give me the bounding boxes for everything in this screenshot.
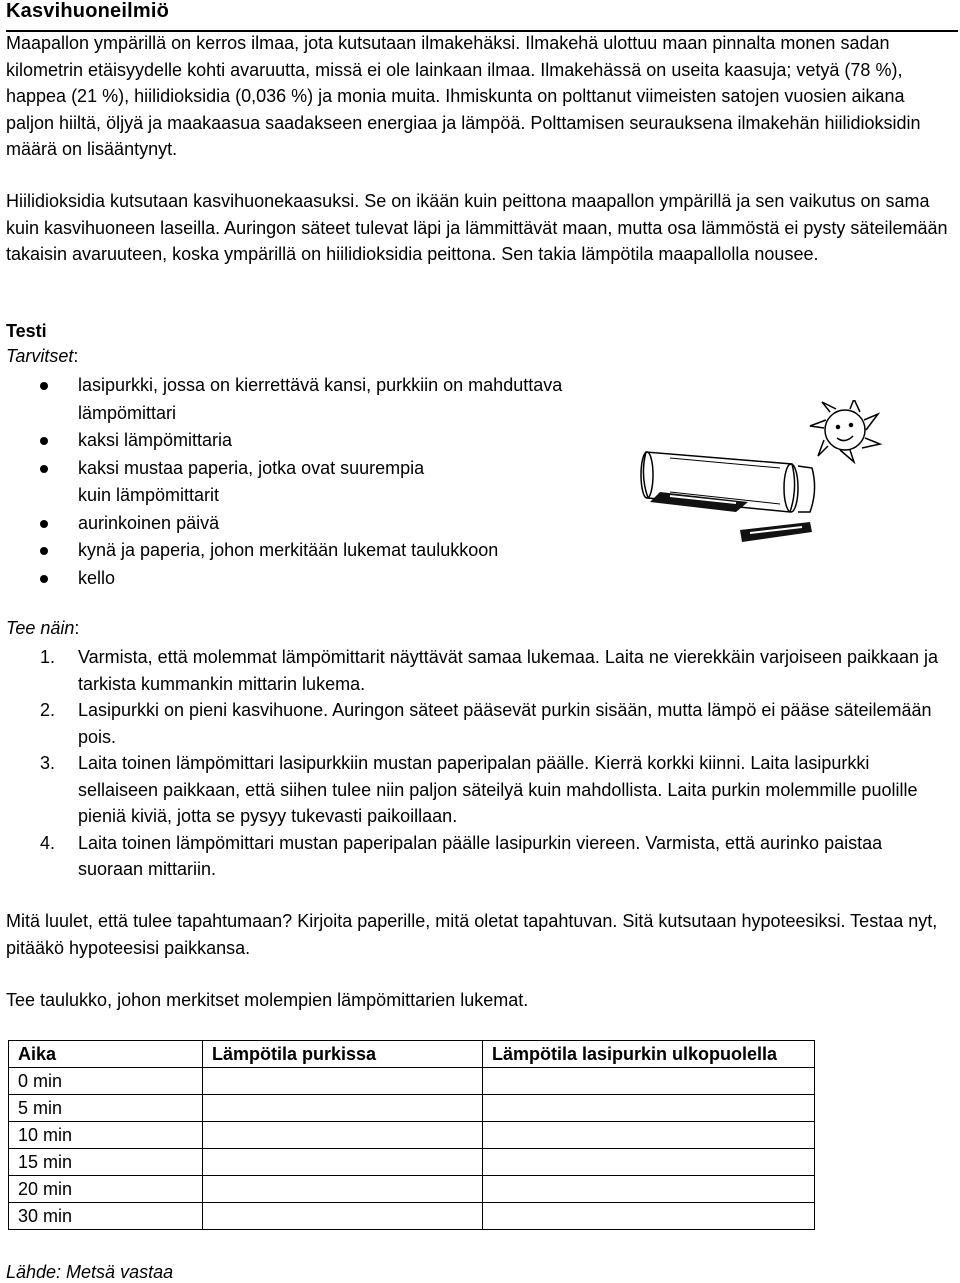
table-header-row [9, 1041, 815, 1068]
empty-cell [203, 1203, 483, 1230]
page-title: Kasvihuoneilmiö [6, 0, 170, 22]
title-bar [6, 0, 958, 32]
steps-label: Tee näin: [6, 618, 80, 638]
list-item: aurinkoinen päivä [0, 510, 620, 538]
table-row [9, 1203, 815, 1230]
list-item: kynä ja paperia, johon merkitään lukemat taulukkoon [0, 537, 620, 565]
empty-cell [203, 1095, 483, 1122]
materials-list [0, 372, 620, 592]
list-item: kaksi lämpömittaria [0, 427, 620, 455]
empty-cell [203, 1176, 483, 1203]
empty-cell [483, 1203, 815, 1230]
table-instruction: Tee taulukko, johon merkitset molempien lämpömittarien lukemat. [6, 990, 529, 1010]
test-heading: Testi [6, 321, 47, 341]
bullet-icon [40, 520, 48, 528]
time-cell: 0 min [9, 1068, 203, 1095]
table-row [9, 1176, 815, 1203]
outside-thermometer-icon [740, 522, 812, 542]
intro-paragraph: Maapallon ympärillä on kerros ilmaa, jota kutsutaan ilmakehäksi. Ilmakehä ulottuu maan pinnalta monen sadan kilometrin etäisyydelle kohti avaruutta, missä ei ole lainkaan ilmaa. Ilmakehässä on useita kaasuja; vetyä (78 %), happea (21 %), hiilidioksidia (0,036 %) ja monia muita. Ihmiskunta on polttanut viimeisten satojen vuosien aikana paljon hiiltä, öljyä ja maakaasua saadakseen energiaa ja lämpöä. Polttamisen seurauksena ilmakehän hiilidioksidin määrä on lisääntynyt. [6, 33, 921, 159]
column-header-inside-jar: Lämpötila purkissa [203, 1041, 483, 1068]
table-row [9, 1095, 815, 1122]
hypothesis-paragraph: Mitä luulet, että tulee tapahtumaan? Kirjoita paperille, mitä oletat tapahtuvan. Sitä kutsutaan hypoteesiksi. Testaa nyt, pitääkö hypoteesisi paikkansa. [6, 911, 938, 958]
empty-cell [483, 1176, 815, 1203]
readings-table [8, 1040, 815, 1230]
table-row [9, 1122, 815, 1149]
list-item: 1. Varmista, että molemmat lämpömittarit näyttävät samaa lukemaa. Laita ne vierekkäin varjoiseen paikkaan ja tarkista kummankin mittarin lukema. [40, 647, 939, 694]
time-cell: 10 min [9, 1122, 203, 1149]
list-item: lasipurkki, jossa on kierrettävä kansi, purkkiin on mahduttava lämpömittari [0, 372, 620, 427]
column-header-time: Aika [9, 1041, 203, 1068]
jar-sun-illustration [640, 400, 890, 550]
table-row [9, 1068, 815, 1095]
empty-cell [483, 1122, 815, 1149]
empty-cell [203, 1149, 483, 1176]
empty-cell [483, 1149, 815, 1176]
column-header-outside-jar: Lämpötila lasipurkin ulkopuolella [483, 1041, 815, 1068]
empty-cell [203, 1122, 483, 1149]
list-item: 3. Laita toinen lämpömittari lasipurkkiin mustan paperipalan päälle. Kierrä korkki kiinni. Laita lasipurkki sellaiseen paikkaan, että siihen tulee niin paljon säteilyä kuin mahdollista. Laita purkin molemmille puolille pieniä kiviä, jotta se pysyy tukevasti paikoillaan. [40, 753, 918, 826]
list-item: kaksi mustaa paperia, jotka ovat suurempia kuin lämpömittarit [0, 455, 620, 510]
time-cell: 30 min [9, 1203, 203, 1230]
bullet-icon [40, 382, 48, 390]
source-citation: Lähde: Metsä vastaa [6, 1262, 174, 1282]
bullet-icon [40, 437, 48, 445]
list-item: 4. Laita toinen lämpömittari mustan paperipalan päälle lasipurkin viereen. Varmista, että aurinko paistaa suoraan mittariin. [40, 832, 883, 879]
empty-cell [203, 1068, 483, 1095]
list-item: 2. Lasipurkki on pieni kasvihuone. Auringon säteet pääsevät purkin sisään, mutta lämpö ei pääse säteilemään pois. [40, 700, 932, 747]
bullet-icon [40, 575, 48, 583]
list-item: kello [0, 565, 620, 593]
sun-icon [810, 400, 880, 462]
bullet-icon [40, 547, 48, 555]
empty-cell [483, 1095, 815, 1122]
greenhouse-gas-paragraph: Hiilidioksidia kutsutaan kasvihuonekaasuksi. Se on ikään kuin peittona maapallon ympärillä ja sen vaikutus on sama kuin kasvihuoneen laseilla. Auringon säteet tulevat läpi ja lämmittävät maan, mutta osa lämmöstä ei pysty säteilemään takaisin avaruuteen, koska ympärillä on hiilidioksidia peittona. Sen takia lämpötila maapallolla nousee. [6, 191, 948, 264]
bullet-icon [40, 465, 48, 473]
time-cell: 5 min [9, 1095, 203, 1122]
time-cell: 20 min [9, 1176, 203, 1203]
empty-cell [483, 1068, 815, 1095]
time-cell: 15 min [9, 1149, 203, 1176]
materials-label: Tarvitset: [6, 346, 79, 366]
table-row [9, 1149, 815, 1176]
steps-list [0, 644, 950, 883]
